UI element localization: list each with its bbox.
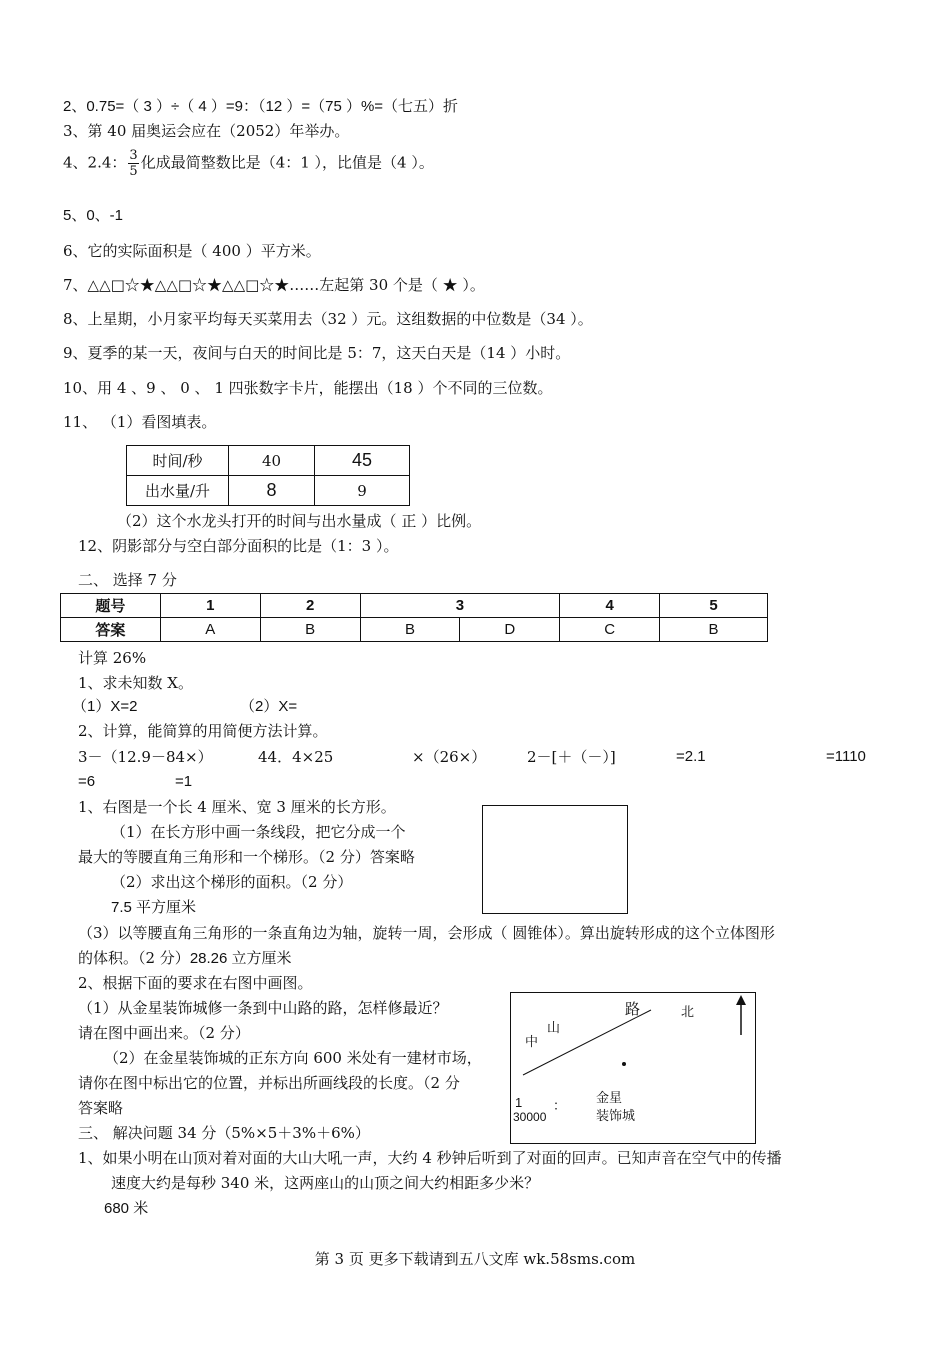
expr-8: =1 xyxy=(175,773,193,790)
table-cell: D xyxy=(460,618,560,642)
calc-2: 2、计算，能简算的用简便方法计算。 xyxy=(78,722,328,740)
map-label-zhong: 中 xyxy=(525,1035,539,1050)
expr-7: =6 xyxy=(78,773,96,790)
draw-2: 2、根据下面的要求在右图中画图。 xyxy=(78,974,313,992)
table-cell: 40 xyxy=(229,446,315,476)
choice-answer-table xyxy=(60,593,768,642)
draw-1-b: 最大的等腰直角三角形和一个梯形。（2 分）答案略 xyxy=(78,848,415,866)
rectangle-figure xyxy=(482,805,628,914)
question-8: 8、上星期，小月家平均每天买菜用去（32 ）元。这组数据的中位数是（34 ）。 xyxy=(63,310,593,328)
calc-1-b: （2）X= xyxy=(240,698,298,715)
draw-2-e: 答案略 xyxy=(78,1099,124,1117)
draw-2-a: （1）从金星装饰城修一条到中山路的路，怎样修最近？ xyxy=(78,999,448,1017)
location-dot-icon xyxy=(622,1062,626,1066)
map-scale-2: 30000 xyxy=(513,1110,547,1124)
table-cell: B xyxy=(660,618,768,642)
question-4-prefix: 4、2.4： xyxy=(63,153,127,172)
question-9: 9、夏季的某一天，夜间与白天的时间比是 5：7，这天白天是（14 ）小时。 xyxy=(63,344,571,362)
section-3-title: 三、 解决问题 34 分（5%×5＋3%＋6%） xyxy=(78,1124,370,1142)
draw-1-e-answer: 28.26 立方厘米 xyxy=(189,950,292,967)
draw-1-c-answer: 7.5 平方厘米 xyxy=(111,899,197,916)
draw-1-d: （3）以等腰直角三角形的一条直角边为轴，旋转一周，会形成（ 圆锥体）。算出旋转形成的这个立体图形 xyxy=(78,924,775,942)
question-11-part2: （2）这个水龙头打开的时间与出水量成（ 正 ）比例。 xyxy=(117,512,482,530)
expr-1: 3－（12.9－84×） xyxy=(78,748,213,766)
expr-3: ×（26×） xyxy=(412,748,487,766)
table-header: 1 xyxy=(160,594,260,618)
calc-1: 1、求未知数 X。 xyxy=(78,674,193,692)
expr-4: 2－[＋（－）] xyxy=(527,748,616,766)
table-header: 答案 xyxy=(61,618,161,642)
question-12: 12、阴影部分与空白部分面积的比是（1：3 ）。 xyxy=(78,537,399,555)
question-6: 6、它的实际面积是（ 400 ）平方米。 xyxy=(63,242,321,260)
table-cell: 8 xyxy=(229,476,315,506)
map-label-jinxing: 金星 xyxy=(596,1091,623,1106)
problem-1: 1、如果小明在山顶对着对面的大山大吼一声，大约 4 秒钟后听到了对面的回声。已知声音在空气中的传播 xyxy=(78,1149,782,1167)
table-cell: A xyxy=(160,618,260,642)
draw-1: 1、右图是一个长 4 厘米、宽 3 厘米的长方形。 xyxy=(78,798,396,816)
table-cell: B xyxy=(360,618,460,642)
draw-2-c: （2）在金星装饰城的正东方向 600 米处有一建材市场， xyxy=(104,1049,482,1067)
question-5: 5、0、-1 xyxy=(63,207,124,224)
question-11: 11、 （1）看图填表。 xyxy=(63,413,217,431)
section-2-title: 二、 选择 7 分 xyxy=(78,571,177,589)
problem-1-b: 速度大约是每秒 340 米，这两座山的山顶之间大约相距多少米？ xyxy=(111,1174,540,1192)
map-scale-1: 1 xyxy=(515,1095,523,1110)
draw-1-e-text: 的体积。（2 分） xyxy=(78,949,190,967)
problem-1-answer: 680 米 xyxy=(104,1200,149,1217)
draw-1-a: （1）在长方形中画一条线段，把它分成一个 xyxy=(111,823,406,841)
table-header: 4 xyxy=(560,594,660,618)
question-3: 3、第 40 届奥运会应在（2052）年举办。 xyxy=(63,122,350,140)
road-line xyxy=(523,1010,651,1075)
draw-2-b: 请在图中画出来。（2 分） xyxy=(78,1024,250,1042)
table-header: 2 xyxy=(260,594,360,618)
map-label-north: 北 xyxy=(681,1005,695,1020)
map-label-road: 路 xyxy=(625,1000,641,1018)
table-cell: 45 xyxy=(315,446,410,476)
map-label-shan: 山 xyxy=(547,1021,561,1036)
table-cell: 9 xyxy=(315,476,410,506)
fraction-numerator: 3 xyxy=(129,148,138,163)
expr-2: 44．4×25 xyxy=(258,748,334,766)
table-header: 5 xyxy=(660,594,768,618)
question-7: 7、△△□☆★△△□☆★△△□☆★……左起第 30 个是（ ★ ）。 xyxy=(63,276,485,294)
fraction xyxy=(128,148,138,179)
question-2: 2、0.75=（ 3 ）÷（ 4 ）=9：（12 ）=（75 ）%=（七五）折 xyxy=(63,98,459,115)
calc-1-a: （1）X=2 xyxy=(72,698,138,715)
question-10: 10、用 4 、9 、 0 、 1 四张数字卡片，能摆出（18 ）个不同的三位数。 xyxy=(63,379,553,397)
map-label-zhuangshicheng: 装饰城 xyxy=(596,1109,636,1124)
map-scale-colon: ： xyxy=(553,1099,567,1114)
question-4-suffix: 化成最简整数比是（4：1 ），比值是（4 ）。 xyxy=(140,153,434,172)
expr-6: =1110 xyxy=(826,748,866,765)
table-cell: 时间/秒 xyxy=(127,446,229,476)
table-cell: C xyxy=(560,618,660,642)
north-arrowhead-icon xyxy=(736,995,746,1005)
expr-5: =2.1 xyxy=(676,748,706,765)
table-header: 3 xyxy=(360,594,560,618)
draw-2-d: 请你在图中标出它的位置，并标出所画线段的长度。（2 分 xyxy=(78,1074,460,1092)
table-cell: B xyxy=(260,618,360,642)
water-table xyxy=(126,445,410,506)
draw-1-e xyxy=(78,948,292,969)
draw-1-c: （2）求出这个梯形的面积。（2 分） xyxy=(111,873,353,891)
map-figure xyxy=(510,992,756,1144)
table-cell: 出水量/升 xyxy=(127,476,229,506)
fraction-denominator: 5 xyxy=(129,164,138,179)
question-4 xyxy=(63,148,434,179)
table-header: 题号 xyxy=(61,594,161,618)
page-footer: 第 3 页 更多下载请到五八文库 wk.58sms.com xyxy=(314,1250,636,1268)
calc-title: 计算 26% xyxy=(78,649,147,667)
